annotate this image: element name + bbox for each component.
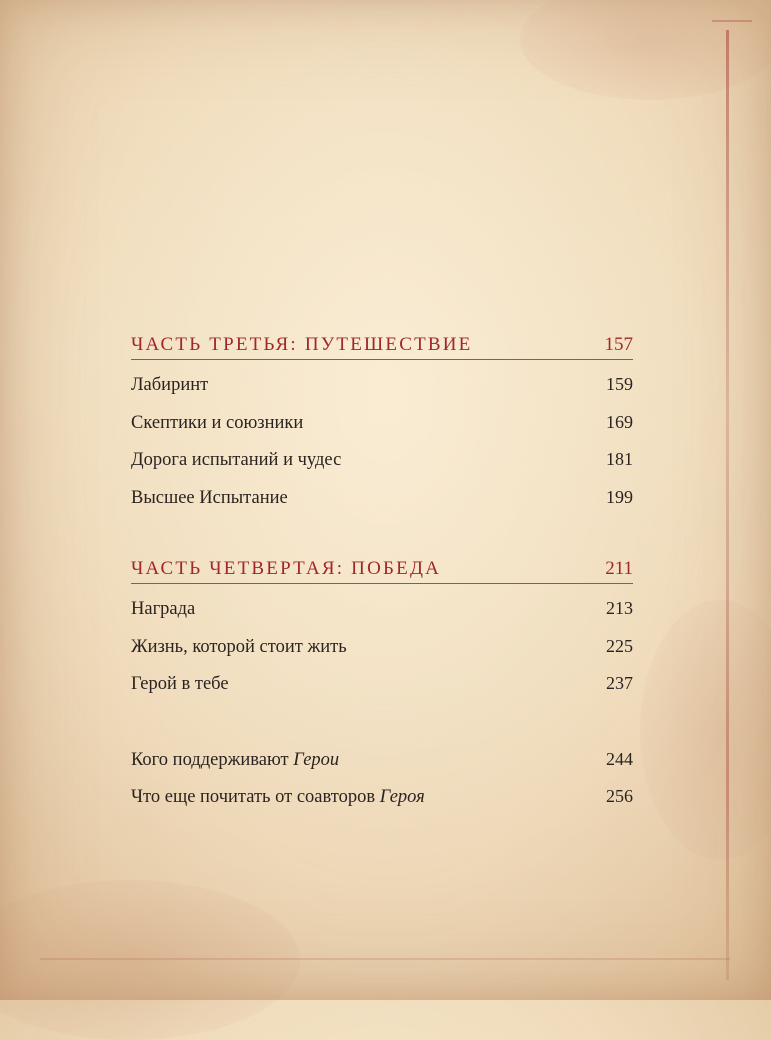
- entry-title: Высшее Испытание: [131, 487, 288, 508]
- part-page-number: 157: [604, 334, 633, 355]
- entry-page-number: 244: [606, 748, 633, 769]
- entry-page-number: 159: [606, 374, 633, 394]
- entry-title: Герой в тебе: [131, 674, 229, 694]
- paper-stain: [640, 600, 771, 860]
- entry-title-italic: Герои: [293, 749, 340, 770]
- part-three-section: [131, 334, 633, 516]
- entry-title: Скептики и союзники: [131, 412, 304, 433]
- page-edge-line: [712, 20, 752, 22]
- entry-page-number: 256: [606, 786, 633, 806]
- entry-title: Награда: [131, 599, 196, 619]
- entry-page-number: 213: [606, 598, 633, 618]
- entry-page-number: 169: [606, 411, 633, 432]
- toc-entry[interactable]: [131, 441, 633, 479]
- toc-entry[interactable]: [131, 404, 633, 442]
- entry-title-text: Кого поддерживают: [131, 749, 294, 770]
- toc-entry[interactable]: [131, 590, 633, 628]
- entry-page-number: 199: [606, 486, 633, 507]
- entry-page-number: 181: [606, 449, 633, 469]
- table-of-contents: [131, 334, 633, 816]
- entry-title: [131, 779, 425, 817]
- toc-entry[interactable]: [131, 741, 633, 779]
- entry-page-number: 225: [606, 635, 633, 656]
- entry-title: Лабиринт: [131, 375, 209, 395]
- part-title: ЧАСТЬ ЧЕТВЕРТАЯ: ПОБЕДА: [131, 558, 442, 579]
- entry-title-italic: Героя: [379, 787, 425, 807]
- page-edge-line: [726, 30, 729, 980]
- page-edge-line: [40, 958, 730, 960]
- entry-title: Жизнь, которой стоит жить: [131, 636, 347, 657]
- toc-entry[interactable]: [131, 665, 633, 703]
- part-four-section: [131, 558, 633, 703]
- part-title: ЧАСТЬ ТРЕТЬЯ: ПУТЕШЕСТВИЕ: [131, 334, 473, 355]
- part-header[interactable]: [131, 558, 633, 584]
- part-page-number: 211: [605, 558, 633, 579]
- appendix-section: [131, 741, 633, 816]
- toc-entry[interactable]: [131, 628, 633, 666]
- paper-stain: [0, 880, 300, 1040]
- entry-title-text: Что еще почитать от соавторов: [131, 787, 380, 807]
- toc-entry[interactable]: [131, 479, 633, 517]
- entry-page-number: 237: [606, 673, 633, 693]
- part-header[interactable]: [131, 334, 633, 360]
- entry-title: Дорога испытаний и чудес: [131, 450, 342, 470]
- toc-entry[interactable]: [131, 778, 633, 816]
- paper-stain: [520, 0, 771, 100]
- entry-title: [131, 742, 339, 780]
- toc-entry[interactable]: [131, 366, 633, 404]
